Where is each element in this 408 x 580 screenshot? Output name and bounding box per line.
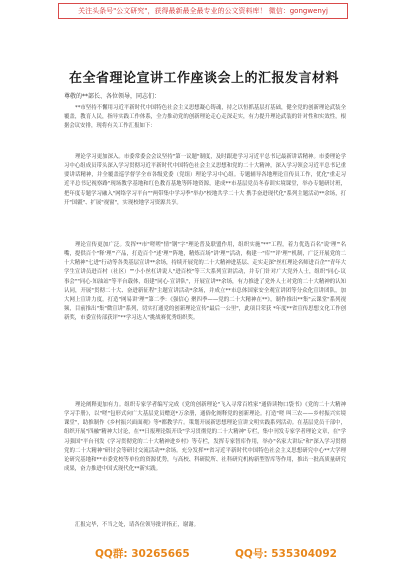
- promo-banner[interactable]: 关注头条号"公文研究"，获得最新最全最专业的公文资料库！ 微信：gongwenyj: [58, 3, 348, 19]
- paragraph-theory-study: 理论学习更加深入。市委常委会会议坚持"第一议题"制度，及时跟进学习习近平总书记最新讲话精神。市委理论学习中心组成员带头深入学习贯彻习近平新时代中国特色社会主义思想和党的二十大精神，深入学习领会习近平总书记重要讲话精神，并全覆盖巡学督学全市各级党委（党组）理论学习中心组。专题辅导各地理论宣传员工作，优化"重走习近平总书记视察路"现场教学基地和红色教育基地等阵地资源，建成**市基层党员冬春训实境课堂，举办专题研讨班，把年度专题学习融入"网络学习平台""两带集中学习季"举办"校地共学二十大 携手奋进现代化"系列主题活动**余场，打开"国疆"、扩展"视窗"，实现校地学习资源共享。: [64, 154, 346, 206]
- qq-group-watermark: QQ群: 30265665: [95, 548, 190, 560]
- paragraph-intro: **市坚持不懈用习近平新时代中国特色社会主义思想凝心铸魂，持之以恒抓基层打基础，健全党的创新理论武装全覆盖，教育人民，指导实践工作体系，全力推动党的创新理论走心走深走实，有力提升理论武装的针对性和实效性，根据会议安排，现将有关工作汇报如下：: [64, 105, 346, 130]
- salutation: 尊敬的**部长、各位领导，同志们：: [64, 93, 161, 100]
- qq-number-watermark: QQ号: 535304092: [235, 548, 337, 560]
- paragraph-closing: 汇报完毕，不当之处，请各位领导批评指正，谢谢。: [75, 522, 199, 528]
- paragraph-theory-interpretation: 理论阐释更加有力。组织专家学者编写完成《党的创新理论"飞入寻常百姓家"通俗读物口袋书》《党的二十大精神学习手册》，以"嗟"包形式向广大基层党员赠送*万余册，通俗化阐释党的创新理论。打造"嗟 叫三农——乡村振兴实境课堂"，助推制作《乡村振兴面面观》等*都教学片。策划开展新思想理论宣讲文明实践系列活动。在基层党员干部中，组织开展"四融"精神大讨论，在**日报理论版开设"学习贯彻党的二十大精神"专栏，集中刊发专家学者理论文章，在"学习强国"平台刊发《学习贯彻党的二十大精神进乡村》等专栏，发挥专家智库作用，举办"名家大讲坛"和"深入学习贯彻党的二十大精神"研讨会等研讨交流活动**余场。充分发挥**省习近平新时代中国特色社会主义思想研究中心**大学理论研究基地和**市委党校等单位的资源优势，与高校、科研院所、社科研究机构新型智库等作用，推出一批高质量研究成果，奋力推进中国式现代化**新实践。: [64, 402, 346, 473]
- document-title: 在全省理论宣讲工作座谈会上的汇报发言材料: [68, 71, 339, 86]
- paragraph-theory-propaganda: 理论宣传更加广泛。发挥**市"嗟嗟"情"钢"字"理论普及联盟作用，组织实施"**"工程，着力优选百名"说'理'"名嘴，提供百个"释'理'"产品，打造百个"述'理'"阵地，精炼百场"讲'理'"活动，构建一"库""评'理'"机制，广泛开展党的二十大精神"七进"行动等各类基层宣讲**余场，持续开展党的二十大精神进基层、走实走深"丝杠理论名师进百企""青年大学生宣讲员进百村（社区）""小小丝杠讲说人"进百校"等三大系列宣讲活动，并专门针对广大党外人士，组织"同心·议事会""同心·知油站"等平台载体，组建"同心·宣讲队"，开展宣讲**余场，有力推进了党外人士对党的二十大精神的认知认同，开展"贯彻二十大、奋进新征程"主题宣讲活动*余场，并成立**市总体国家安全观宣讲团等分众化宣讲团队，加大网上宣讲力度，打造"网易讲'理'"第二季：《强信心 聚四季——党的二十大精神在**》，制作推出**集"云课堂"系列视频，目前推出"集"微宣讲"系列，切实打通党的创新理论宣传"最后一公里"，此项目荣获 *年度**省宣传思想文化工作创新奖，市委宣传部获评"**学习达人"挑战赛优秀组织奖。: [64, 242, 346, 322]
